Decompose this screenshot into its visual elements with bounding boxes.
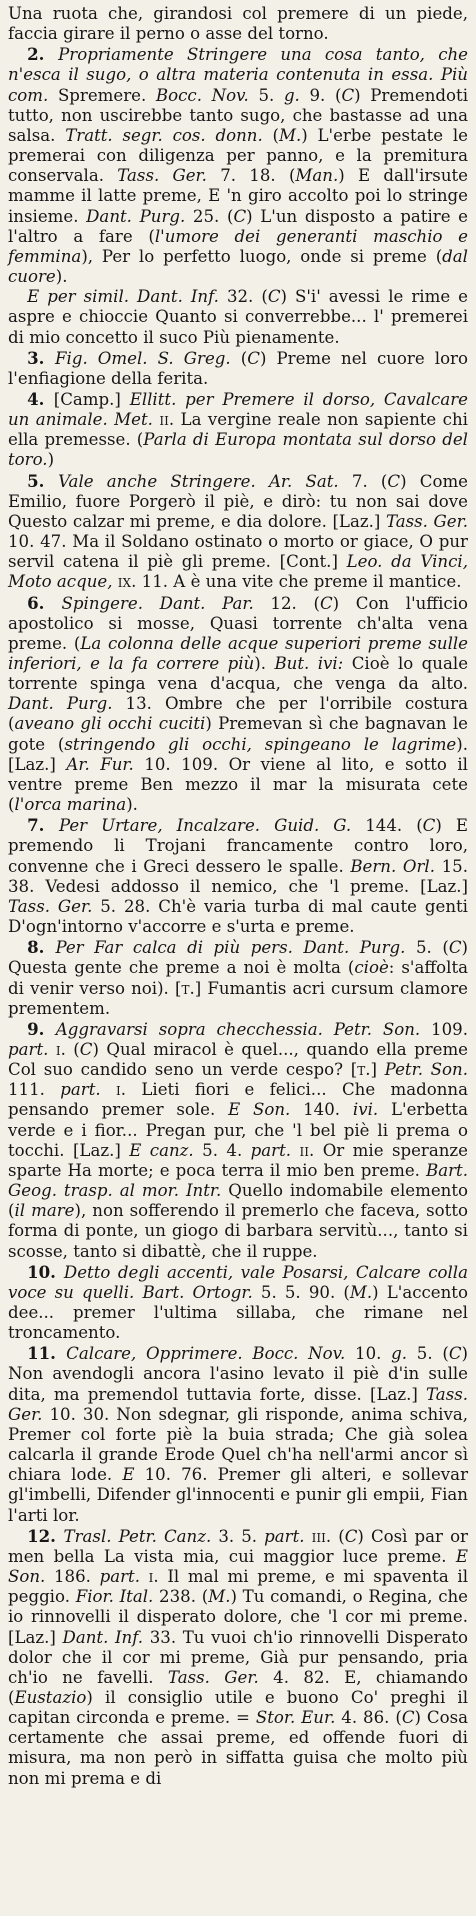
citation-italic: Leo. da Vinci, Moto acque, [8,552,468,592]
citation-italic: C [247,348,260,368]
citation-italic: g. [283,85,300,105]
text-run: ) L'un disposto a patire e l'altro a fare ( [8,206,468,246]
text-run: . ( [325,1526,345,1546]
citation-italic: part. [99,1567,140,1587]
citation-italic: C [448,938,462,958]
text-run: 4. 82. E, chiamando ( [8,1667,468,1707]
citation-italic: Tass. Ger. [167,1667,259,1687]
entry-sense-4 [8,389,468,471]
text-run: .] [365,1060,385,1080]
text-run: Una ruota che, girandosi col premere di un piede, faccia girare il perno o asse del torno. [8,4,468,44]
sense-number: 12. [27,1525,64,1546]
citation-italic: Tass. Ger. [8,1384,468,1424]
citation-italic: Man. [295,166,339,186]
citation-italic: stringendo gli occhi, spingeano le lagrime [64,734,457,754]
text-run: 33. Tu vuoi ch'io rinnovelli Disperato dolor che il cor mi preme, Già pur pensando, pria ch'io ne favelli. [8,1627,469,1687]
text-run: iii [311,1526,326,1546]
text-run: 10. 109. Or viene al lito, e sotto il ventre preme Ben mezzo il mar la misurata cete ( [8,754,468,815]
entry-sense-1 [8,44,468,287]
text-run: 10. 30. Non sdegnar, gli risponde, anima schiva, Premer col forte piè la buia strada; Che già solea calcarla il grande Erode Quel ch'ha nell'armi ancor sì chiara lode. [8,1404,468,1485]
sense-number: 11. [27,1343,67,1364]
text-run: ) il consiglio utile e buono Co' preghi il capitan circonda e preme. = [8,1687,468,1728]
text-run: 7. ( [338,471,388,491]
text-run: 186. [45,1567,100,1587]
text-run: 5. ( [405,938,449,958]
citation-italic: C [79,1039,93,1059]
citation-italic: Per Urtare, Incalzare. Guid. G. [58,816,352,836]
sense-number: 5. [27,470,59,491]
text-run: Quello indomabile elemento ( [8,1181,468,1221]
citation-italic: Per Far calca di più pers. Dant. Purg. [55,938,406,958]
sense-number: 3. [27,347,55,368]
citation-italic: cioè [354,958,389,978]
text-run: 25. ( [185,206,234,226]
text-run: 140. [290,1100,353,1120]
text-run: i [148,1567,154,1587]
citation-italic: C [448,1344,462,1364]
entry-sense-9 [8,1019,468,1262]
citation-italic: l'umore dei generanti maschio e femmina [8,226,469,266]
citation-italic: La colonna delle acque superiori preme sulle inferiori, e la fa correre più [8,633,468,673]
citation-italic: Vale anche Stringere. Ar. Sat. [58,471,339,491]
entry-continuation [8,4,468,44]
citation-italic: C [387,471,401,491]
entry-sense-12 [8,1526,468,1789]
citation-italic: Parla di Europa montata sul dorso del toro. [8,430,468,470]
entry-sense-6 [8,593,468,816]
sense-number: 4. [27,388,54,409]
citation-italic: ivi. [352,1100,379,1120]
text-run [101,1080,116,1099]
text-run: . ( [60,1039,80,1059]
citation-italic: Bocc. Nov. [155,85,249,105]
citation-italic: Ar. Fur. [66,754,134,774]
citation-italic: aveano gli occhi cuciti [14,714,206,734]
text-run: 5. [248,85,284,105]
text-run: . Il mal mi preme, e mi spaventa il peggio. [8,1567,469,1607]
text-run: Spremere. [48,85,156,105]
text-run: . Lieti fiori e felici... Che madonna pensando premer sole. [8,1080,468,1120]
text-run: 10. 47. Ma il Soldano ostinato o morto or giace, O pur servil catena il piè gli preme. [Cont.] [8,532,468,572]
sense-number: 2. [27,44,59,65]
citation-italic: C [344,1526,358,1546]
text-run: ) E premendo li Trojani francamente contro loro, convenne che i Greci dessero le spalle. [8,816,468,876]
text-run: : s'affolta di venir verso noi). [ [8,958,469,998]
text-run [433,65,440,84]
citation-italic: Aggravarsi sopra checchessia. Petr. Son. [55,1019,421,1039]
text-run: Cioè lo quale torrente spinga vena d'acqua, che venga da alto. [8,654,469,694]
text-run: 4. 86. ( [335,1708,402,1728]
text-run: . 11. A è una vite che preme il mantice. [131,572,462,592]
text-run: 109. [420,1019,468,1039]
citation-italic: C [341,85,355,105]
citation-italic: But. ivi: [274,654,344,673]
citation-italic: E canz. [129,1140,194,1160]
text-run: 5. 4. [193,1140,251,1160]
text-run [305,1527,312,1546]
citation-italic: il mare [14,1201,75,1221]
text-run: .] Fumantis acri cursum clamore prementem. [8,978,468,1018]
text-run: ). [254,654,275,673]
text-run: ) Premendoti tutto, non uscirebbe tanto sugo, che bastasse ad una salsa. [8,85,469,145]
text-run: 3. 5. [211,1526,265,1546]
sense-number: 9. [27,1018,56,1039]
text-run: . La vergine reale non sapiente chi ella premesse. ( [8,410,468,450]
citation-italic: C [267,287,281,307]
text-run: ) L'accento dee... premer l'ultima sillaba, che rimane nel troncamento. [8,1282,468,1343]
citation-italic: Dant. Purg. [86,206,186,226]
text-run: t [181,978,190,998]
sense-number: 8. [27,937,56,958]
text-run: ix [117,572,132,592]
text-run: ) Con l'ufficio apostolico si mosse, Quasi torrente ch'alta vena preme. ( [8,593,468,653]
text-run: ) Qual miracol è quel..., quando ella preme Col suo candido seno un verde cespo? [ [8,1039,468,1080]
citation-italic: E [122,1465,135,1485]
citation-italic: Tass. Ger. [8,896,93,916]
citation-italic: M. [278,125,302,145]
text-run: ) Così par or men bella La vista mia, cui maggior luce preme. [8,1526,468,1566]
text-run: ). [126,795,138,815]
text-run: 5. 5. 90. ( [252,1282,350,1302]
text-run: 12. ( [253,593,320,613]
text-run: ( [262,125,279,145]
text-run: ) Come Emilio, fuore Porgerò il piè, e dirò: tu non sai dove Questo calzar mi preme, e dia dolore. [Laz.] [8,471,468,531]
citation-italic: part. [264,1526,305,1546]
text-run: 5. ( [407,1344,449,1364]
text-run: 10. 76. Premer gli alteri, e sollevar gl'imbelli, Difender gl'innocenti e punir gli empii, Fian l'arti lor. [8,1465,468,1525]
citation-italic: Fior. Ital. [75,1587,154,1607]
text-run: t [357,1060,366,1080]
sense-number: 6. [27,592,62,613]
text-run: 238. ( [153,1587,209,1607]
sense-number: 10. [27,1261,64,1282]
sense-number: 7. [27,815,59,836]
text-run: ) E dall'irsute mamme il latte preme, E 'n giro accolto poi lo stringe insieme. [8,166,468,226]
citation-italic: Propriamente Stringere una cosa tanto, che n'esca il sugo, o altra materia contenuta in essa. [8,45,468,85]
text-run: 32. ( [218,287,268,307]
citation-italic: C [233,206,247,226]
citation-italic: Calcare, Opprimere. Bocc. Nov. [66,1344,346,1364]
text-run: ) [47,450,55,470]
citation-italic: Più com. [8,65,468,105]
entry-sense-5 [8,471,468,593]
citation-italic: Petr. Son. [384,1060,468,1080]
text-run: ) L'erbe pestate le premerai con diligenza per panno, e la premitura conservala. [8,125,468,186]
text-run: ii [299,1140,309,1160]
citation-italic: Tass. Ger. [385,511,469,531]
text-run: ii [159,410,169,430]
citation-italic: Eustazio [14,1687,87,1707]
text-run: ). [Laz.] [8,734,468,774]
text-run: ) Cosa certamente che assai preme, ed offende fuori di misura, ma non però in siffatta guisa che molto più non mi prema e di [8,1708,468,1788]
citation-italic: Bern. Orl. [350,856,435,876]
text-run: [Camp.] [53,389,130,409]
citation-italic: Tass. Ger. [117,166,207,186]
text-run: ), Per lo perfetto luogo, onde si preme ( [81,246,443,266]
text-run: 10. [345,1344,392,1364]
citation-italic: M. [349,1282,373,1302]
text-run: ) Questa gente che preme a noi è molta ( [8,938,468,978]
citation-italic: Stor. Eur. [255,1708,336,1728]
text-run: 111. [8,1080,61,1100]
citation-italic: M. [208,1587,231,1607]
citation-italic: Dant. Inf. [62,1627,144,1647]
citation-italic: dal cuore [8,246,468,287]
text-run: ( [230,348,248,368]
citation-italic: part. [250,1140,292,1160]
text-run: ) Preme nel cuore loro l'enfiagione della ferita. [8,348,468,388]
citation-italic: Dant. Purg. [8,694,113,714]
text-run: ) Tu comandi, o Regina, che io rinnovelli il disperato dolore, che 'l cor mi preme. [Laz.] [8,1587,469,1647]
entry-sense-3 [8,348,468,389]
entry-sense-11 [8,1343,468,1525]
text-run: 9. ( [299,85,342,105]
citation-italic: Fig. Omel. S. Greg. [55,348,231,368]
citation-italic: E Son. [228,1100,291,1120]
citation-italic: E Son. [8,1546,468,1587]
text-run: ) Non avendogli ancora l'asino levato il piè d'in sulle dita, ma premendol tuttavia forte, disse. [Laz.] [8,1344,468,1404]
text-run [140,1567,149,1586]
citation-italic: part. [60,1080,101,1100]
text-run [291,1141,299,1160]
citation-italic: Tratt. segr. cos. donn. [65,125,263,145]
text-run: ). [55,267,68,287]
text-run: 13. Ombre che per l'orribile costura ( [8,694,468,734]
text-run: ) Premevan sì che bagnavan le gote ( [8,714,468,754]
citation-italic: C [422,816,436,836]
citation-italic: Spingere. Dant. Par. [61,593,254,613]
citation-italic: E per simil. Dant. Inf. [27,287,219,307]
citation-italic: l'orca marina [14,795,127,815]
citation-italic: Detto degli accenti, vale Posarsi, Calcare colla voce su quelli. Bart. Ortogr. [8,1262,468,1302]
text-run [48,1040,55,1059]
entry-sense-10 [8,1262,468,1344]
citation-italic: C [319,593,333,613]
entry-sense-2 [8,287,468,347]
citation-italic: C [401,1708,415,1728]
text-run: 144. ( [351,816,423,836]
text-run: i [55,1039,61,1059]
text-run: L'erbetta verde e i fior... Pregan pur, che 'l bel piè li prema o tocchi. [Laz.] [8,1100,468,1160]
citation-italic: part. [8,1039,49,1059]
text-run: i [116,1080,121,1100]
text-run: 15. 38. Vedesi addosso il nemico, che 'l preme. [Laz.] [8,856,468,896]
citation-italic: Trasl. Petr. Canz. [63,1526,212,1546]
entry-sense-7 [8,815,468,937]
text-run: . Or mie speranze sparte Ha morte; e poca terra il mio ben preme. [8,1140,468,1180]
entry-sense-8 [8,937,468,1019]
text-run: ), non sofferendo il premerlo che faceva, sotto forma di ponte, un giogo di barbara servitù..., tanto si scosse, tanto si dibattè, che il ruppe. [8,1201,468,1261]
text-run: ) S'i' avessi le rime e aspre e chioccie Quanto si converrebbe... l' premerei di mio concetto il suco Più pienamente. [8,287,468,347]
text-run: 7. 18. ( [206,166,296,186]
text-run: 5. 28. Ch'è varia turba di mal caute genti D'ogn'intorno v'accorre e s'urta e preme. [8,896,468,937]
citation-italic: g. [391,1344,408,1364]
citation-italic: Ellitt. per Premere il dorso, Cavalcare un animale. Met. [8,389,468,430]
citation-italic: Bart. Geog. trasp. al mor. Intr. [8,1160,468,1201]
